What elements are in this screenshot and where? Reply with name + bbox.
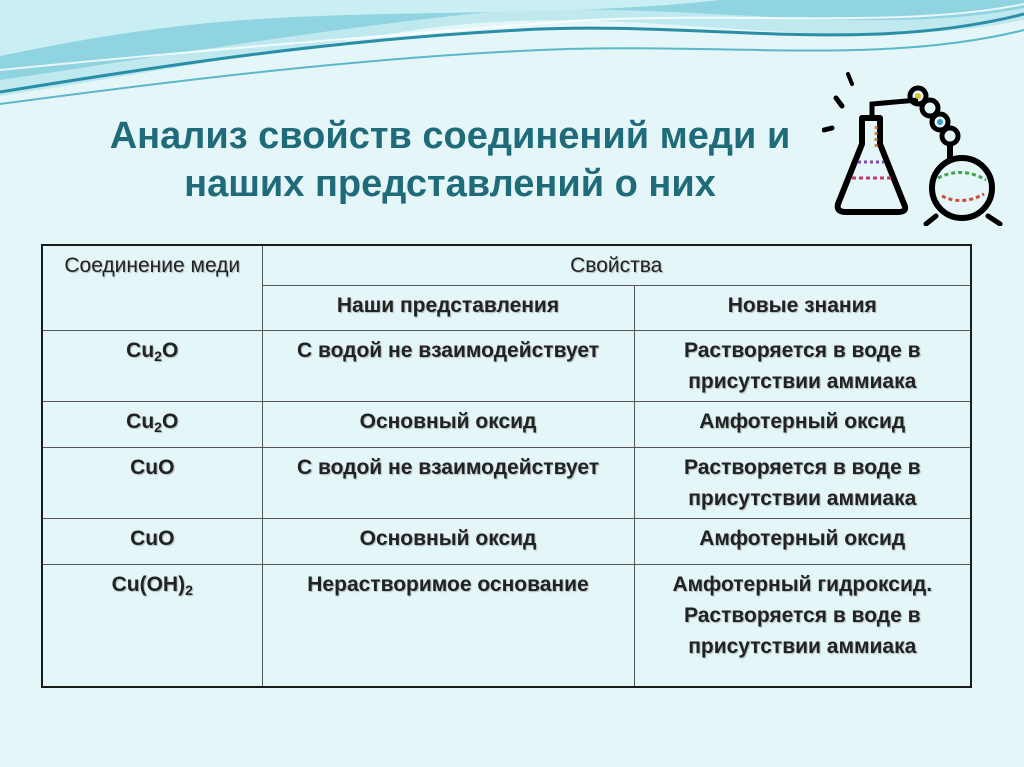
our-ideas-cell: Нерастворимое основание xyxy=(262,565,634,687)
table-row xyxy=(42,402,971,448)
new-knowledge-cell: Амфотерный оксид xyxy=(634,519,971,565)
compound-formula: $Cu(OH)_2$ xyxy=(42,565,262,687)
new-knowledge-cell: Амфотерный оксид xyxy=(634,402,971,448)
our-ideas-cell: Основный оксид xyxy=(262,402,634,448)
header-new-knowledge: Новые знания xyxy=(634,286,971,331)
new-knowledge-cell: Растворяется в воде в присутствии аммиака xyxy=(634,331,971,402)
table-row xyxy=(42,565,971,687)
compound-formula: CuO xyxy=(42,519,262,565)
table-header-row xyxy=(42,245,971,286)
new-knowledge-cell: Растворяется в воде в присутствии аммиака xyxy=(634,448,971,519)
compound-formula: CuO xyxy=(42,448,262,519)
header-properties: Свойства xyxy=(262,245,971,286)
our-ideas-cell: С водой не взаимодействует xyxy=(262,331,634,402)
our-ideas-cell: Основный оксид xyxy=(262,519,634,565)
chemistry-flasks-icon xyxy=(822,66,1018,226)
compound-formula: $Cu_2O$ xyxy=(42,331,262,402)
compound-formula: $Cu_2O$ xyxy=(42,402,262,448)
properties-table xyxy=(41,244,972,688)
table-row xyxy=(42,448,971,519)
new-knowledge-cell: Амфотерный гидроксид. Растворяется в воде в присутствии аммиака xyxy=(634,565,971,687)
slide-title-line1: Анализ свойств соединений меди и xyxy=(109,115,791,157)
header-our-ideas: Наши представления xyxy=(262,286,634,331)
table-row xyxy=(42,519,971,565)
slide-title xyxy=(60,112,840,208)
slide-title-line2: наших представлений о них xyxy=(184,163,716,205)
our-ideas-cell: С водой не взаимодействует xyxy=(262,448,634,519)
header-compound: Соединение меди xyxy=(42,245,262,331)
table-row xyxy=(42,331,971,402)
